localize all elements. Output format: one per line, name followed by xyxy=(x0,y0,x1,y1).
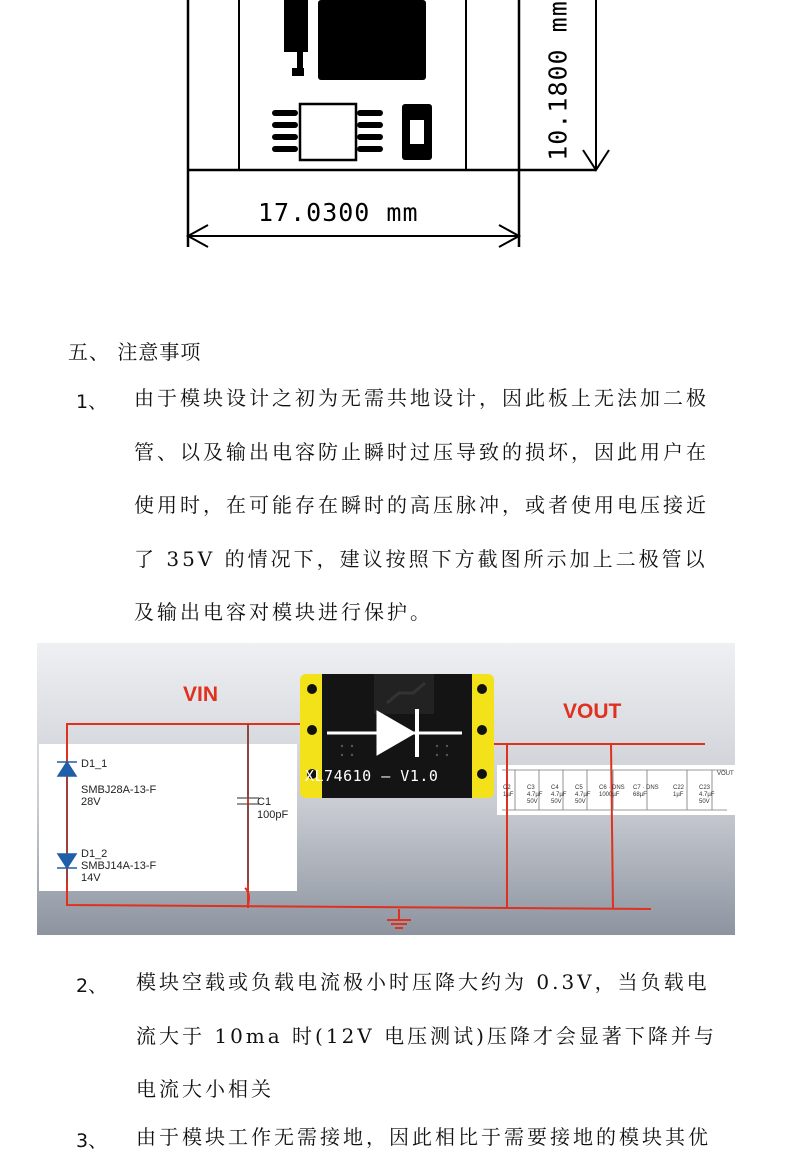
vout-label: VOUT xyxy=(563,700,622,723)
capacitor-label: C6 · DNS xyxy=(599,785,625,791)
capacitor-label: 50V xyxy=(575,799,586,805)
capacitor-label: 1000µF xyxy=(599,792,620,798)
d1-1-ref: D1_1 xyxy=(81,758,108,770)
module-silkscreen-label: XL74610 – V1.0 xyxy=(305,767,439,785)
capacitor-label: 50V xyxy=(699,799,710,805)
capacitor-label: 1µF xyxy=(503,792,514,798)
width-dimension-label: 17.0300 mm xyxy=(258,198,419,227)
item-text: 由于模块工作无需接地，因此相比于需要接地的模块其优 xyxy=(136,1125,711,1149)
capacitor-label: C4 xyxy=(551,785,559,791)
capacitor-label: 4.7µF xyxy=(575,792,591,798)
capacitor-label: 4.7µF xyxy=(527,792,543,798)
c1-value: 100pF xyxy=(257,809,289,821)
package-dimension-drawing xyxy=(0,0,790,275)
capacitor-label: 4.7µF xyxy=(699,792,715,798)
c1-ref: C1 xyxy=(257,796,272,808)
vin-label: VIN xyxy=(183,683,219,706)
capacitor-label: C2 xyxy=(503,785,511,791)
capacitor-label: 50V xyxy=(527,799,538,805)
capacitor-label: 68µF xyxy=(633,792,647,798)
item-number: 2、 xyxy=(76,975,108,997)
d1-2-part: SMBJ14A-13-F xyxy=(81,860,157,872)
section-heading: 五、 注意事项 xyxy=(68,340,202,364)
height-dimension-label: 10.1800 mm xyxy=(543,0,573,161)
d1-1-part: SMBJ28A-13-F xyxy=(81,784,157,796)
item-text: 由于模块设计之初为无需共地设计，因此板上无法加二极管、以及输出电容防止瞬时过压导致的损坏，因此用户在使用时，在可能存在瞬时的高压脉冲，或者使用电压接近了 35V 的情况下，建议按照下方截图所示加上二极管以及输出电容对模块进行保护。 xyxy=(134,386,709,624)
protection-schematic xyxy=(37,643,735,935)
capacitor-label: C3 xyxy=(527,785,535,791)
capacitor-label: C5 xyxy=(575,785,583,791)
capacitor-label: C23 xyxy=(699,785,711,791)
capacitor-label: C22 xyxy=(673,785,685,791)
capacitor-label: 50V xyxy=(551,799,562,805)
item-number: 3、 xyxy=(76,1130,108,1152)
item-text: 模块空载或负载电流极小时压降大约为 0.3V，当负载电流大于 10ma 时(12V 电压测试)压降才会显著下降并与电流大小相关 xyxy=(136,970,717,1101)
d1-1-voltage: 28V xyxy=(81,796,101,808)
capacitor-label: C7 · DNS xyxy=(633,785,659,791)
d1-2-voltage: 14V xyxy=(81,872,101,884)
capacitor-label: 1µF xyxy=(673,792,684,798)
item-number: 1、 xyxy=(76,391,108,413)
cap-strip-net-label: VOUT xyxy=(717,771,734,777)
d1-2-ref: D1_2 xyxy=(81,848,108,860)
capacitor-label: 4.7µF xyxy=(551,792,567,798)
